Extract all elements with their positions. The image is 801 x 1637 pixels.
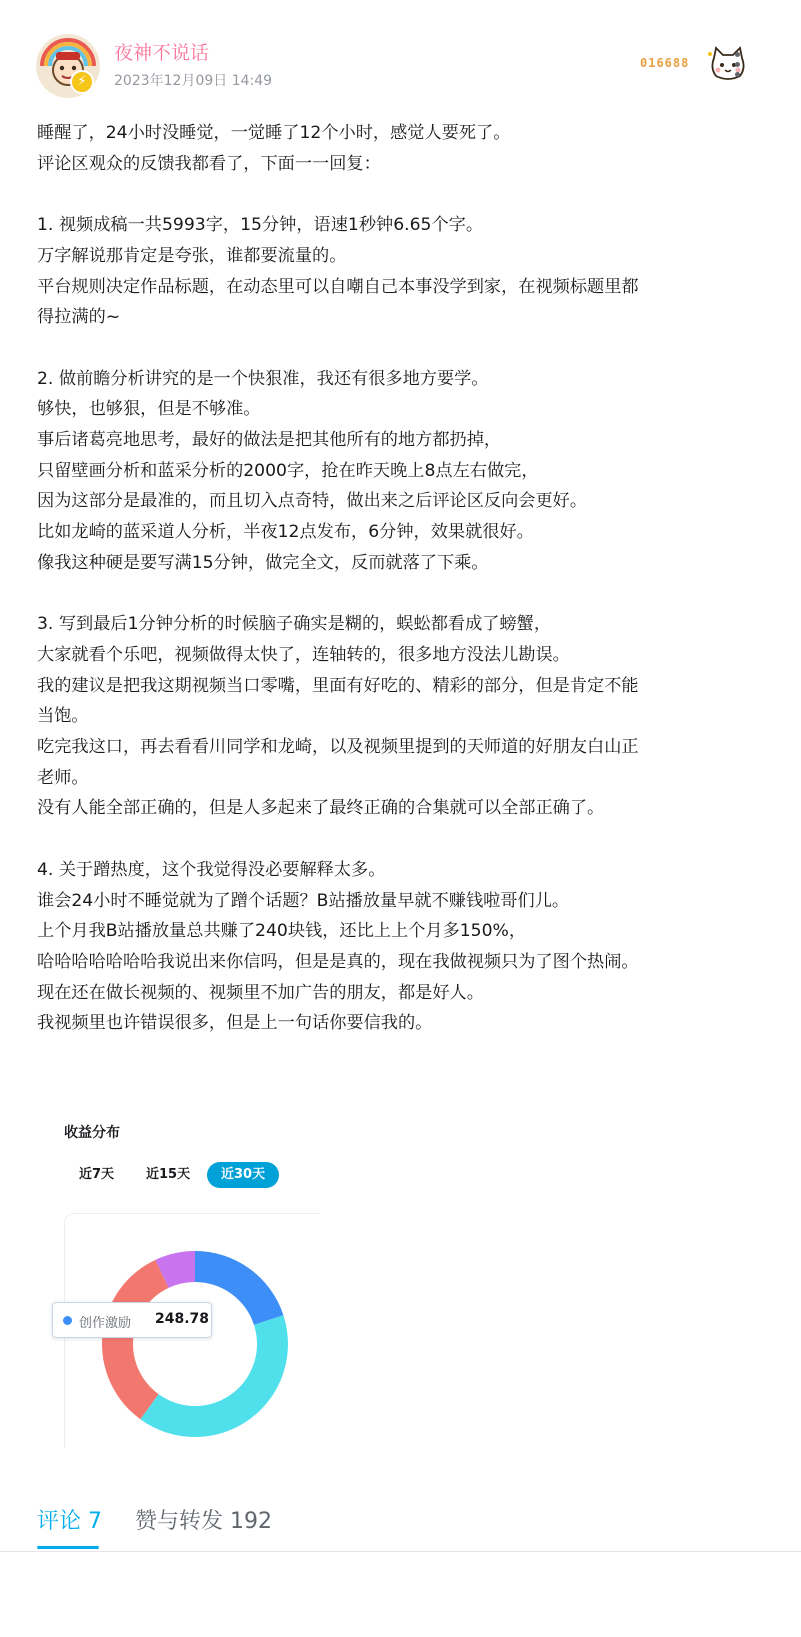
tooltip-value: 248.78 [155, 1311, 210, 1327]
post-line: 谁会24小时不睡觉就为了蹭个话题？B站播放量早就不赚钱啦哥们儿。 [37, 890, 570, 911]
comment-tabs [37, 1500, 777, 1554]
post-line: 睡醒了，24小时没睡觉，一觉睡了12个小时，感觉人要死了。 [37, 123, 511, 143]
post-line: 只留壁画分析和蓝采分析的2000字，抢在昨天晚上8点左右做完， [37, 460, 539, 481]
post-line: 万字解说那肯定是夸张，谁都要流量的。 [37, 245, 347, 266]
post-line: 4. 关于蹭热度，这个我觉得没必要解释太多。 [37, 859, 386, 880]
post-line: 平台规则决定作品标题，在动态里可以自嘲自己本事没学到家，在视频标题里都 [37, 276, 639, 297]
post-line: 1. 视频成稿一共5993字，15分钟，语速1秒钟6.65个字。 [37, 215, 484, 236]
range-tab-7: 近7天 [79, 1167, 115, 1182]
post-line: 当饱。 [37, 706, 89, 727]
post-line: 我视频里也许错误很多，但是上一句话你要信我的。 [37, 1013, 433, 1034]
post-timestamp: 2023年12月09日 14:49 [114, 73, 273, 89]
post-header [36, 34, 776, 104]
active-tab-indicator [37, 1546, 99, 1549]
fan-badge-number: 016688 [640, 56, 690, 70]
post-line: 够快，也够狠，但是不够准。 [37, 399, 261, 420]
post-line: 我的建议是把我这期视频当口零嘴，里面有好吃的、精彩的部分，但是肯定不能 [37, 675, 639, 696]
lightning-icon: ⚡ [70, 70, 94, 94]
post-line: 评论区观众的反馈我都看了，下面一一回复： [37, 153, 381, 174]
blank-line [37, 824, 757, 855]
post-line: 像我这种硬是要写满15分钟，做完全文，反而就落了下乘。 [37, 552, 489, 573]
tab-likes-reposts[interactable]: 赞与转发 192 [135, 1509, 272, 1534]
post-line: 老师。 [37, 767, 89, 788]
post-line: 哈哈哈哈哈哈哈我说出来你信吗，但是是真的，现在我做视频只为了图个热闹。 [37, 951, 639, 972]
post-line: 得拉满的~ [37, 307, 121, 328]
author-name[interactable]: 夜神不说话 [114, 42, 210, 64]
more-options-icon[interactable] [726, 50, 750, 80]
range-tab-15: 近15天 [146, 1167, 191, 1182]
embedded-image[interactable] [38, 1112, 320, 1448]
post-line: 事后诸葛亮地思考，最好的做法是把其他所有的地方都扔掉， [37, 430, 502, 450]
blank-line [37, 179, 757, 210]
post-content [37, 118, 757, 1039]
blank-line [37, 579, 757, 610]
tooltip-dot [63, 1316, 72, 1325]
post-line: 吃完我这口，再去看看川同学和龙崎，以及视频里提到的天师道的好朋友白山正 [37, 737, 639, 758]
chart-tooltip [52, 1302, 212, 1338]
post-line: 2. 做前瞻分析讲究的是一个快狠准，我还有很多地方要学。 [37, 368, 489, 389]
embed-title: 收益分布 [64, 1125, 120, 1141]
post-line: 大家就看个乐吧，视频做得太快了，连轴转的，很多地方没法儿勘误。 [37, 644, 570, 665]
post-line: 上个月我B站播放量总共赚了240块钱，还比上上个月多150%， [37, 921, 527, 942]
post-line: 现在还在做长视频的、视频里不加广告的朋友，都是好人。 [37, 982, 484, 1003]
post-line: 没有人能全部正确的，但是人多起来了最终正确的合集就可以全部正确了。 [37, 798, 605, 819]
post-line: 3. 写到最后1分钟分析的时候脑子确实是糊的，蜈蚣都看成了螃蟹， [37, 614, 552, 635]
tab-comments[interactable]: 评论 7 [37, 1509, 102, 1534]
post-line: 因为这部分是最准的，而且切入点奇特，做出来之后评论区反向会更好。 [37, 491, 588, 512]
divider [0, 1551, 801, 1552]
blank-line [37, 333, 757, 364]
tooltip-label: 创作激励 [79, 1316, 132, 1331]
range-tab-30: 近30天 [207, 1162, 279, 1188]
post-line: 比如龙崎的蓝采道人分析，半夜12点发布，6分钟，效果就很好。 [37, 522, 534, 543]
